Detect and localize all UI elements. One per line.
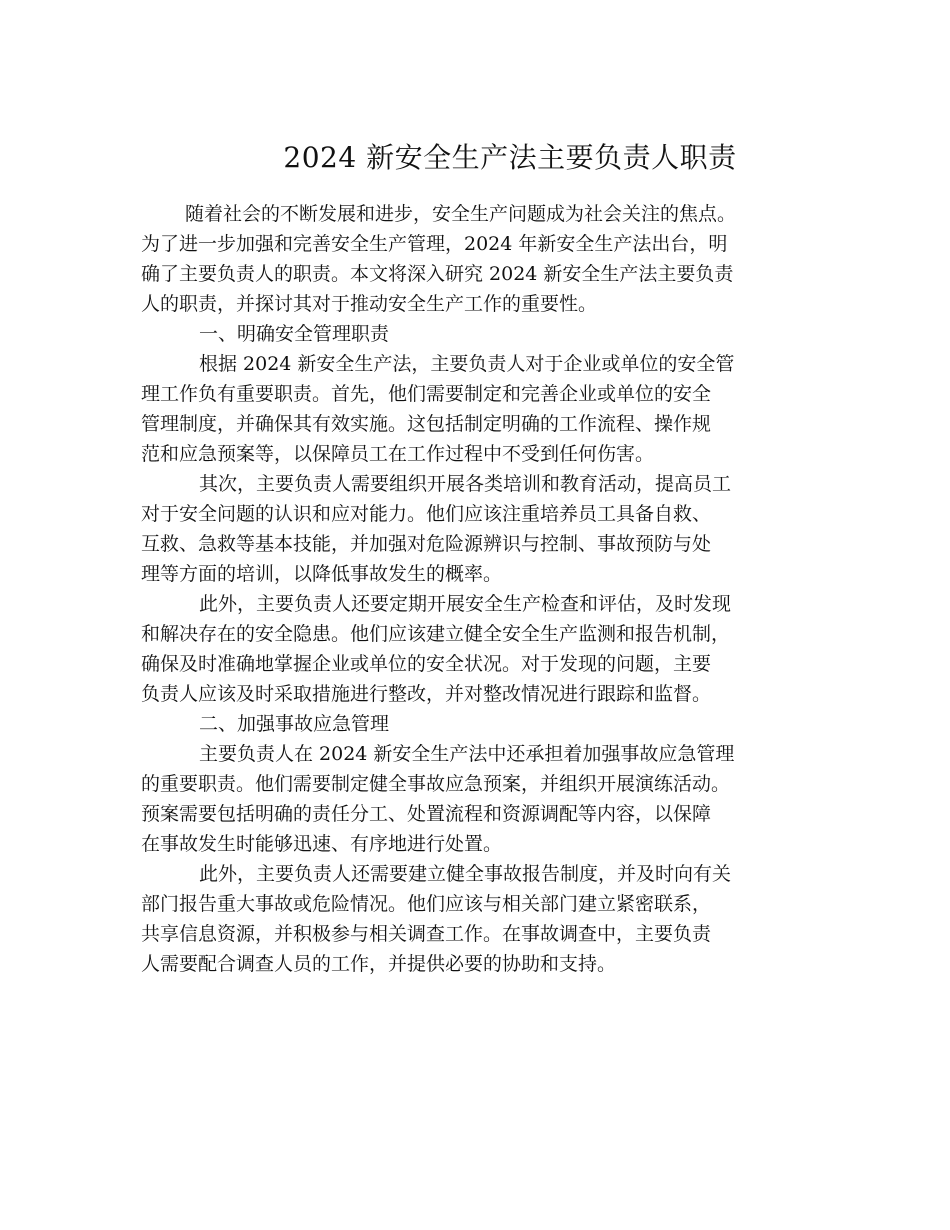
section-heading: 一、明确安全管理职责 <box>199 323 390 345</box>
paragraph-line: 其次，主要负责人需要组织开展各类培训和教育活动，提高员工 <box>199 473 732 495</box>
paragraph-line: 此外，主要负责人还需要建立健全事故报告制度，并及时向有关 <box>199 863 732 885</box>
paragraph-line: 预案需要包括明确的责任分工、处置流程和资源调配等内容，以保障 <box>141 803 712 825</box>
paragraph-line: 部门报告重大事故或危险情况。他们应该与相关部门建立紧密联系， <box>141 893 712 915</box>
paragraph-line: 理等方面的培训，以降低事故发生的概率。 <box>141 563 503 585</box>
paragraph-line: 的重要职责。他们需要制定健全事故应急预案，并组织开展演练活动。 <box>141 773 731 795</box>
paragraph-line: 人需要配合调查人员的工作，并提供必要的协助和支持。 <box>141 953 617 975</box>
paragraph-line: 管理制度，并确保其有效实施。这包括制定明确的工作流程、操作规 <box>141 413 712 435</box>
paragraph-line: 范和应急预案等，以保障员工在工作过程中不受到任何伤害。 <box>141 443 655 465</box>
paragraph-line: 理工作负有重要职责。首先，他们需要制定和完善企业或单位的安全 <box>141 383 712 405</box>
paragraph-line: 对于安全问题的认识和应对能力。他们应该注重培养员工具备自救、 <box>141 503 712 525</box>
paragraph-line: 为了进一步加强和完善安全生产管理，2024 年新安全生产法出台，明 <box>141 233 728 255</box>
paragraph-line: 主要负责人在 2024 新安全生产法中还承担着加强事故应急管理 <box>199 743 735 765</box>
paragraph-line: 互救、急救等基本技能，并加强对危险源辨识与控制、事故预防与处 <box>141 533 712 555</box>
section-heading: 二、加强事故应急管理 <box>199 713 390 735</box>
paragraph-line: 和解决存在的安全隐患。他们应该建立健全安全生产监测和报告机制， <box>141 623 731 645</box>
paragraph-line: 此外，主要负责人还要定期开展安全生产检查和评估，及时发现 <box>199 593 732 615</box>
document-body <box>141 199 841 979</box>
paragraph-line: 确保及时准确地掌握企业或单位的安全状况。对于发现的问题，主要 <box>141 653 712 675</box>
paragraph-line: 确了主要负责人的职责。本文将深入研究 2024 新安全生产法主要负责 <box>141 263 734 285</box>
paragraph-line: 共享信息资源，并积极参与相关调查工作。在事故调查中，主要负责 <box>141 923 712 945</box>
paragraph-line: 在事故发生时能够迅速、有序地进行处置。 <box>141 833 503 855</box>
paragraph-line: 人的职责，并探讨其对于推动安全生产工作的重要性。 <box>141 293 598 315</box>
document-title: 2024 新安全生产法主要负责人职责 <box>283 141 737 174</box>
paragraph-line: 随着社会的不断发展和进步，安全生产问题成为社会关注的焦点。 <box>185 203 737 225</box>
paragraph-line: 负责人应该及时采取措施进行整改，并对整改情况进行跟踪和监督。 <box>141 683 712 705</box>
paragraph-line: 根据 2024 新安全生产法，主要负责人对于企业或单位的安全管 <box>199 353 735 375</box>
